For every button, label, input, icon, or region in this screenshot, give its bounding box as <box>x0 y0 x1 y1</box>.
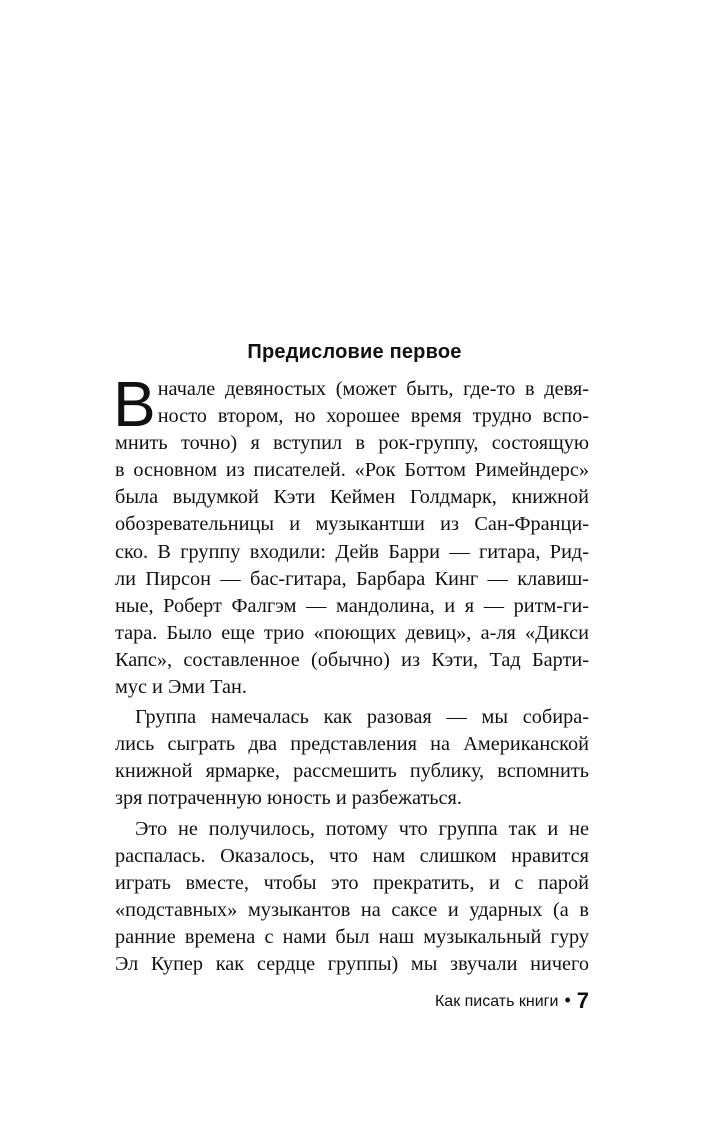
text-line: Группа намечалась как разовая — мы собира- <box>135 706 589 729</box>
running-footer <box>435 988 589 1014</box>
text-line: мнить точно) я вступил в рок-группу, состоящую <box>115 432 589 455</box>
text-line: «подставных» музыкантов на саксе и ударных (а в <box>115 898 589 921</box>
text-line: играть вместе, чтобы это прекратить, и с парой <box>115 871 589 894</box>
text-line: была выдумкой Кэти Кеймен Голдмарк, книжной <box>115 486 589 509</box>
text-line: носто втором, но хорошее время трудно вспо- <box>157 405 589 428</box>
text-line: распалась. Оказалось, что нам слишком нравится <box>115 844 589 867</box>
book-title: Как писать книги <box>434 993 559 1010</box>
text-line: в основном из писателей. «Рок Боттом Римейндерс» <box>115 459 589 482</box>
text-line: ранние времена с нами был наш музыкальный гуру <box>115 925 589 948</box>
text-line: Это не получилось, потому что группа так и не <box>135 817 589 840</box>
text-line: мус и Эми Тан. <box>115 676 247 699</box>
text-line: ли Пирсон — бас-гитара, Барбара Кинг — клавиш- <box>115 567 589 590</box>
chapter-heading: Предисловие первое <box>247 341 462 363</box>
text-line: зря потраченную юность и разбежаться. <box>115 787 462 810</box>
text-line: тара. Было еще трио «поющих девиц», а-ля «Дикси <box>115 621 589 644</box>
text-line: Эл Купер как сердце группы) мы звучали ничего <box>115 952 589 975</box>
body-text <box>113 368 589 978</box>
text-line: ско. В группу входили: Дейв Барри — гитара, Рид- <box>115 540 589 563</box>
page-number: 7 <box>576 988 589 1013</box>
bullet-icon: • <box>564 990 571 1010</box>
text-line: Капс», составленное (обычно) из Кэти, Тад Барти- <box>115 648 589 671</box>
text-line: ные, Роберт Фалгэм — мандолина, и я — ритм-ги- <box>115 594 589 617</box>
text-line: обозревательницы и музыкантши из Сан-Франци- <box>115 513 589 536</box>
text-line: лись сыграть два представления на Американской <box>115 733 589 756</box>
text-line: книжной ярмарке, рассмешить публику, вспомнить <box>115 760 589 783</box>
text-line: начале девяностых (может быть, где-то в девя- <box>157 378 589 400</box>
drop-cap: В <box>113 368 156 440</box>
